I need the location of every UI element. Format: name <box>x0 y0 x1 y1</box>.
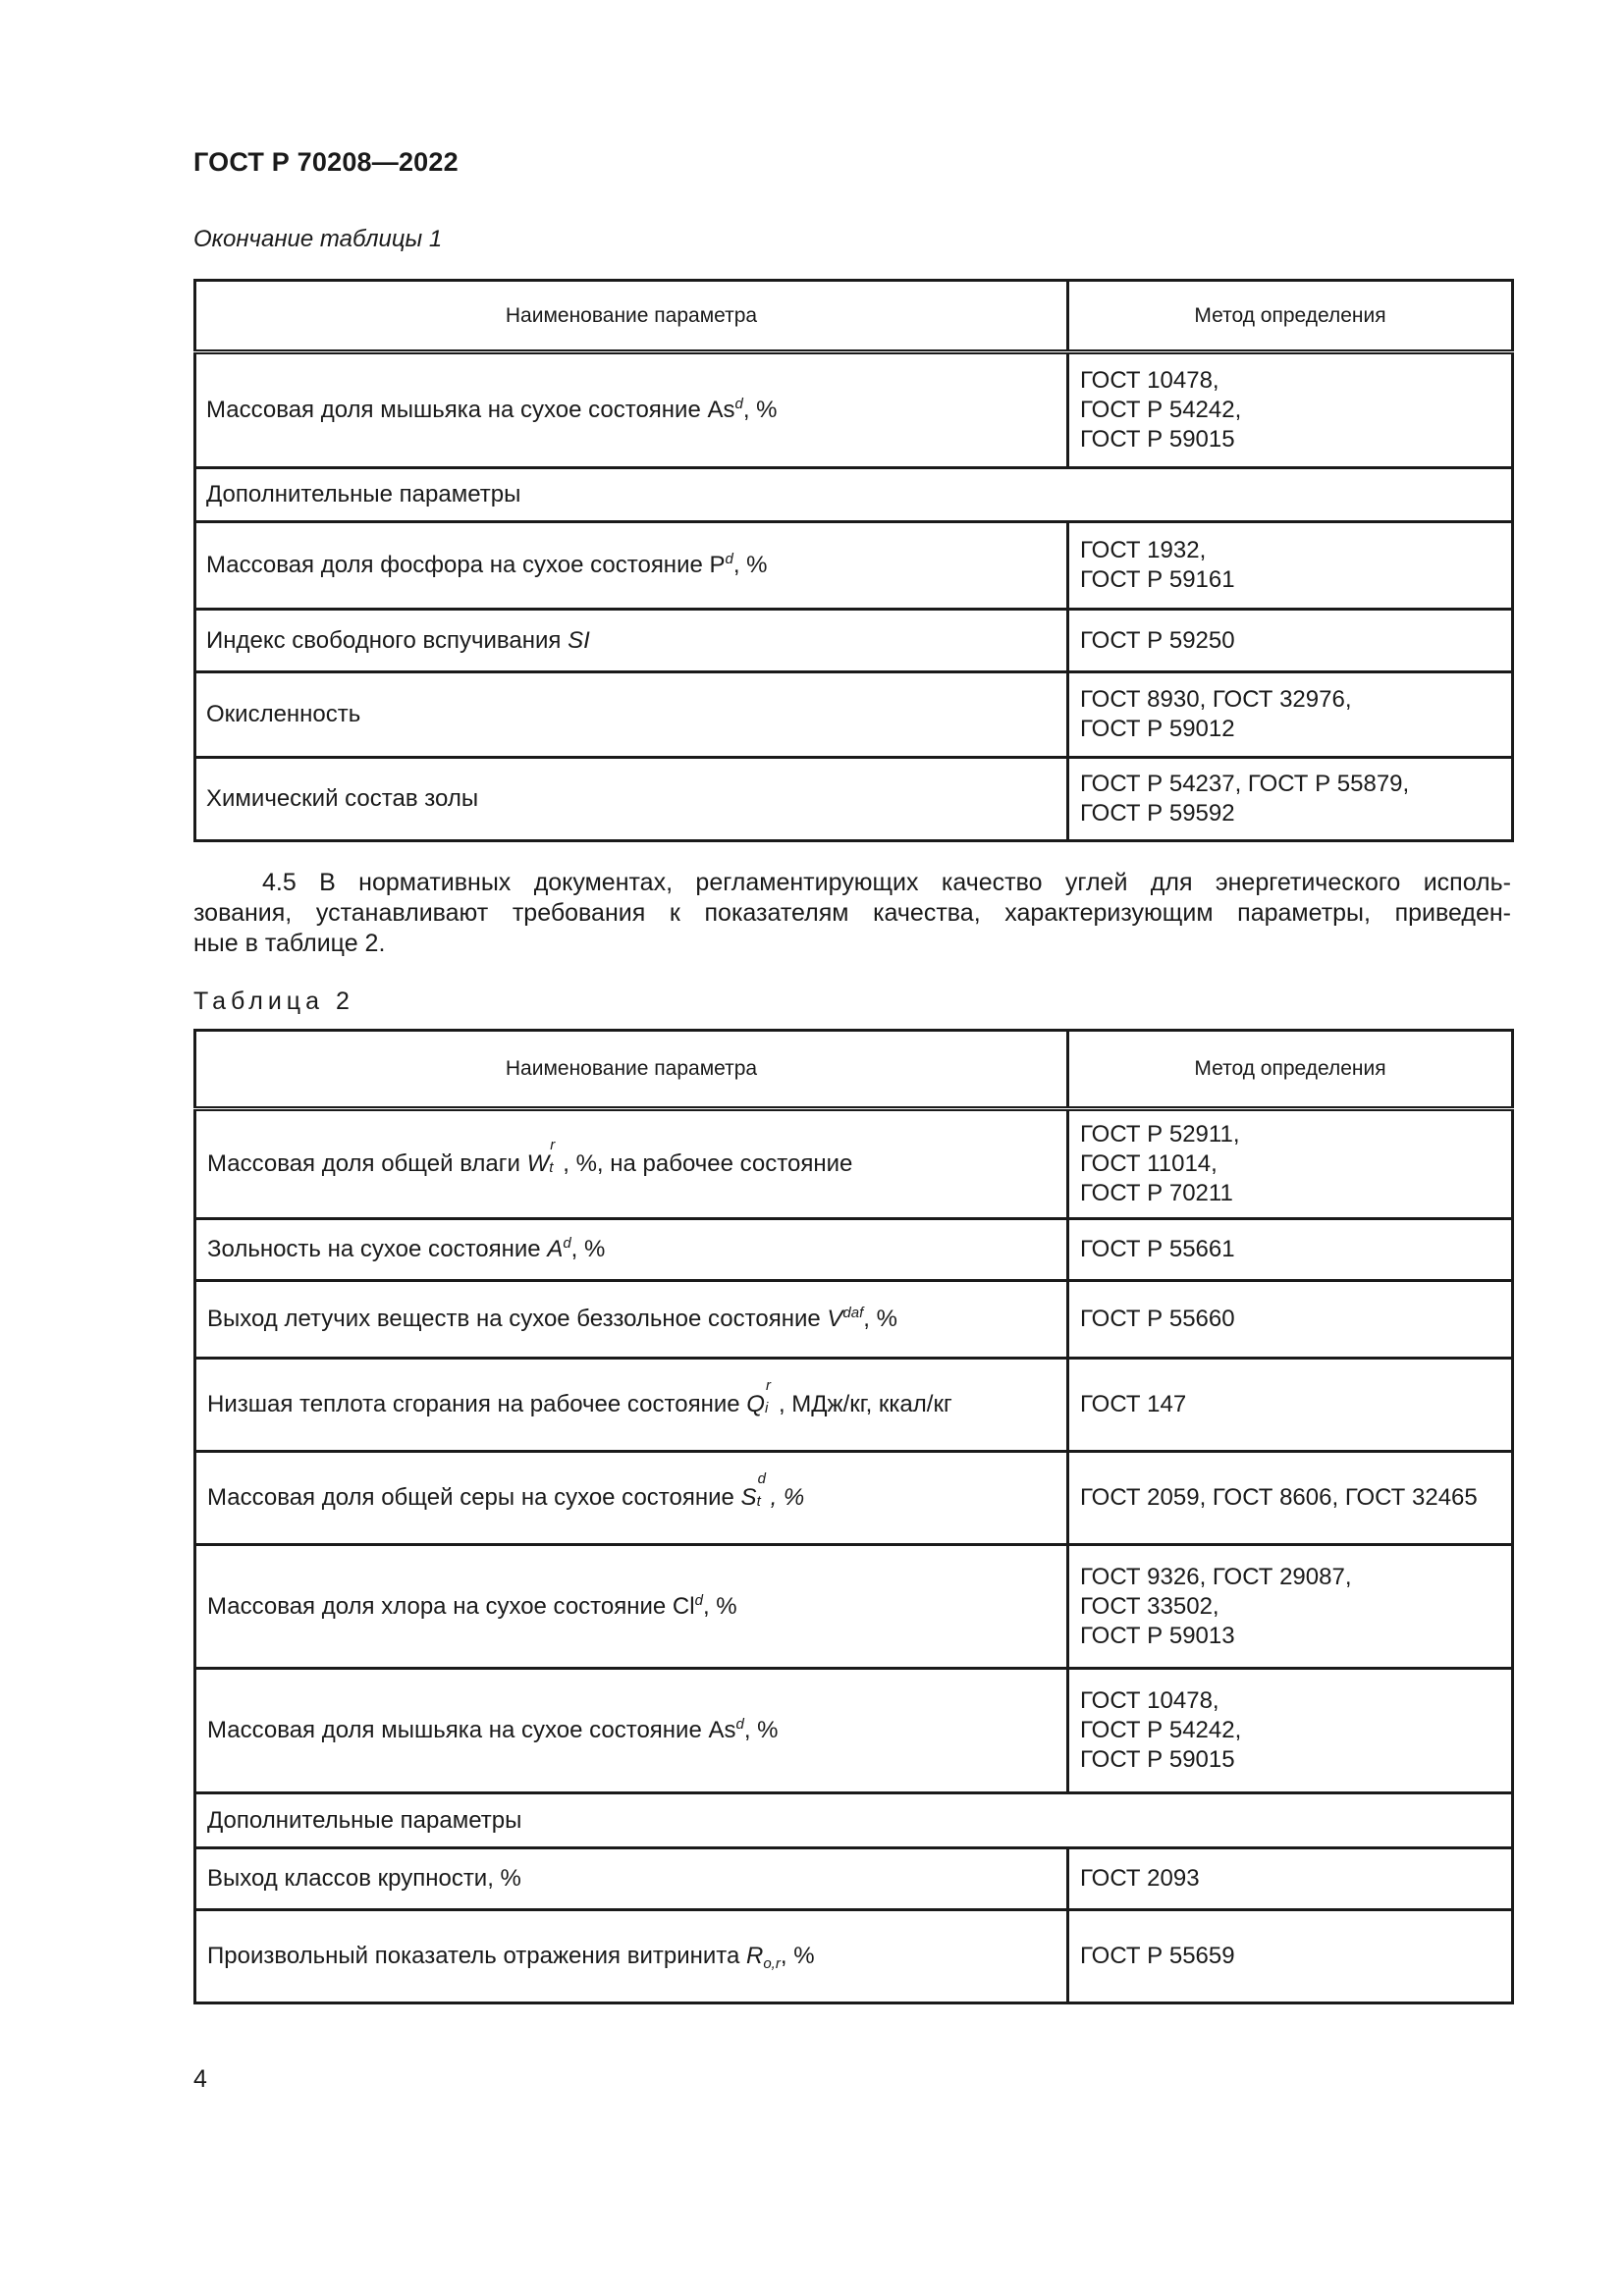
section-cell: Дополнительные параметры <box>195 468 1513 522</box>
method-cell: ГОСТ Р 52911, ГОСТ 11014, ГОСТ Р 70211 <box>1068 1109 1513 1219</box>
page-number: 4 <box>193 2065 207 2093</box>
method-cell: ГОСТ 10478, ГОСТ Р 54242, ГОСТ Р 59015 <box>1068 352 1513 468</box>
method-cell: ГОСТ 9326, ГОСТ 29087, ГОСТ 33502, ГОСТ Р 59013 <box>1068 1545 1513 1669</box>
method-cell: ГОСТ 8930, ГОСТ 32976, ГОСТ Р 59012 <box>1068 672 1513 758</box>
method-cell: ГОСТ Р 54237, ГОСТ Р 55879, ГОСТ Р 59592 <box>1068 758 1513 841</box>
table-row <box>195 1109 1513 1219</box>
table-row <box>195 1359 1513 1452</box>
method-cell: ГОСТ Р 55659 <box>1068 1910 1513 2003</box>
parameter-cell: Химический состав золы <box>195 758 1068 841</box>
table-header-row <box>195 1031 1513 1109</box>
parameter-cell: Низшая теплота сгорания на рабочее состояние Q r i , МДж/кг, ккал/кг <box>195 1359 1068 1452</box>
parameter-cell: Массовая доля мышьяка на сухое состояние As$^d$, % <box>195 352 1068 468</box>
table-2 <box>193 1029 1514 2004</box>
parameter-cell: Окисленность <box>195 672 1068 758</box>
parameter-cell: Массовая доля фосфора на сухое состояние $P^d$, % <box>195 522 1068 610</box>
method-cell: ГОСТ 1932, ГОСТ Р 59161 <box>1068 522 1513 610</box>
paragraph-4-5: 4.5 В нормативных документах, регламентирующих качество углей для энергетического исполь- зования, устанавливают требования к показателям качества, характеризующим параметры, приведен- ные в таблице 2. <box>193 869 1511 957</box>
table-row <box>195 1281 1513 1359</box>
table2-caption: Таблица 2 <box>193 988 354 1015</box>
parameter-cell: Произвольный показатель отражения витринита $R_{o,r}$, % <box>195 1910 1068 2003</box>
parameter-cell: Индекс свободного вспучивания SI <box>195 610 1068 672</box>
standard-code: ГОСТ Р 70208—2022 <box>193 147 459 177</box>
table1-continuation-caption: Окончание таблицы 1 <box>193 226 443 252</box>
method-cell: ГОСТ Р 55661 <box>1068 1219 1513 1281</box>
table-row <box>195 352 1513 468</box>
table-row <box>195 758 1513 841</box>
column-header-parameter: Наименование параметра <box>195 281 1068 352</box>
table-row <box>195 522 1513 610</box>
table-row <box>195 610 1513 672</box>
table-header-row <box>195 281 1513 352</box>
method-cell: ГОСТ 2093 <box>1068 1848 1513 1910</box>
table-row <box>195 1848 1513 1910</box>
column-header-method: Метод определения <box>1068 1031 1513 1109</box>
section-cell: Дополнительные параметры <box>195 1793 1513 1848</box>
method-cell: ГОСТ 147 <box>1068 1359 1513 1452</box>
parameter-cell: Массовая доля общей влаги W r t , %, на рабочее состояние <box>195 1109 1068 1219</box>
parameter-cell: Выход классов крупности, % <box>195 1848 1068 1910</box>
table-row <box>195 1219 1513 1281</box>
table-row <box>195 672 1513 758</box>
method-cell: ГОСТ 10478, ГОСТ Р 54242, ГОСТ Р 59015 <box>1068 1669 1513 1793</box>
column-header-method: Метод определения <box>1068 281 1513 352</box>
table-1 <box>193 279 1514 842</box>
parameter-cell: Выход летучих веществ на сухое беззольное состояние $V^{daf}$, % <box>195 1281 1068 1359</box>
parameter-cell: Массовая доля общей серы на сухое состояние S d t , % <box>195 1452 1068 1545</box>
method-cell: ГОСТ Р 59250 <box>1068 610 1513 672</box>
parameter-cell: Массовая доля хлора на сухое состояние Cl$^d$, % <box>195 1545 1068 1669</box>
table-row <box>195 1545 1513 1669</box>
table-row <box>195 1452 1513 1545</box>
parameter-cell: Зольность на сухое состояние $A^d$, % <box>195 1219 1068 1281</box>
method-cell: ГОСТ Р 55660 <box>1068 1281 1513 1359</box>
section-row <box>195 468 1513 522</box>
table-row <box>195 1669 1513 1793</box>
method-cell: ГОСТ 2059, ГОСТ 8606, ГОСТ 32465 <box>1068 1452 1513 1545</box>
section-row <box>195 1793 1513 1848</box>
column-header-parameter: Наименование параметра <box>195 1031 1068 1109</box>
parameter-cell: Массовая доля мышьяка на сухое состояние As$^d$, % <box>195 1669 1068 1793</box>
table-row <box>195 1910 1513 2003</box>
